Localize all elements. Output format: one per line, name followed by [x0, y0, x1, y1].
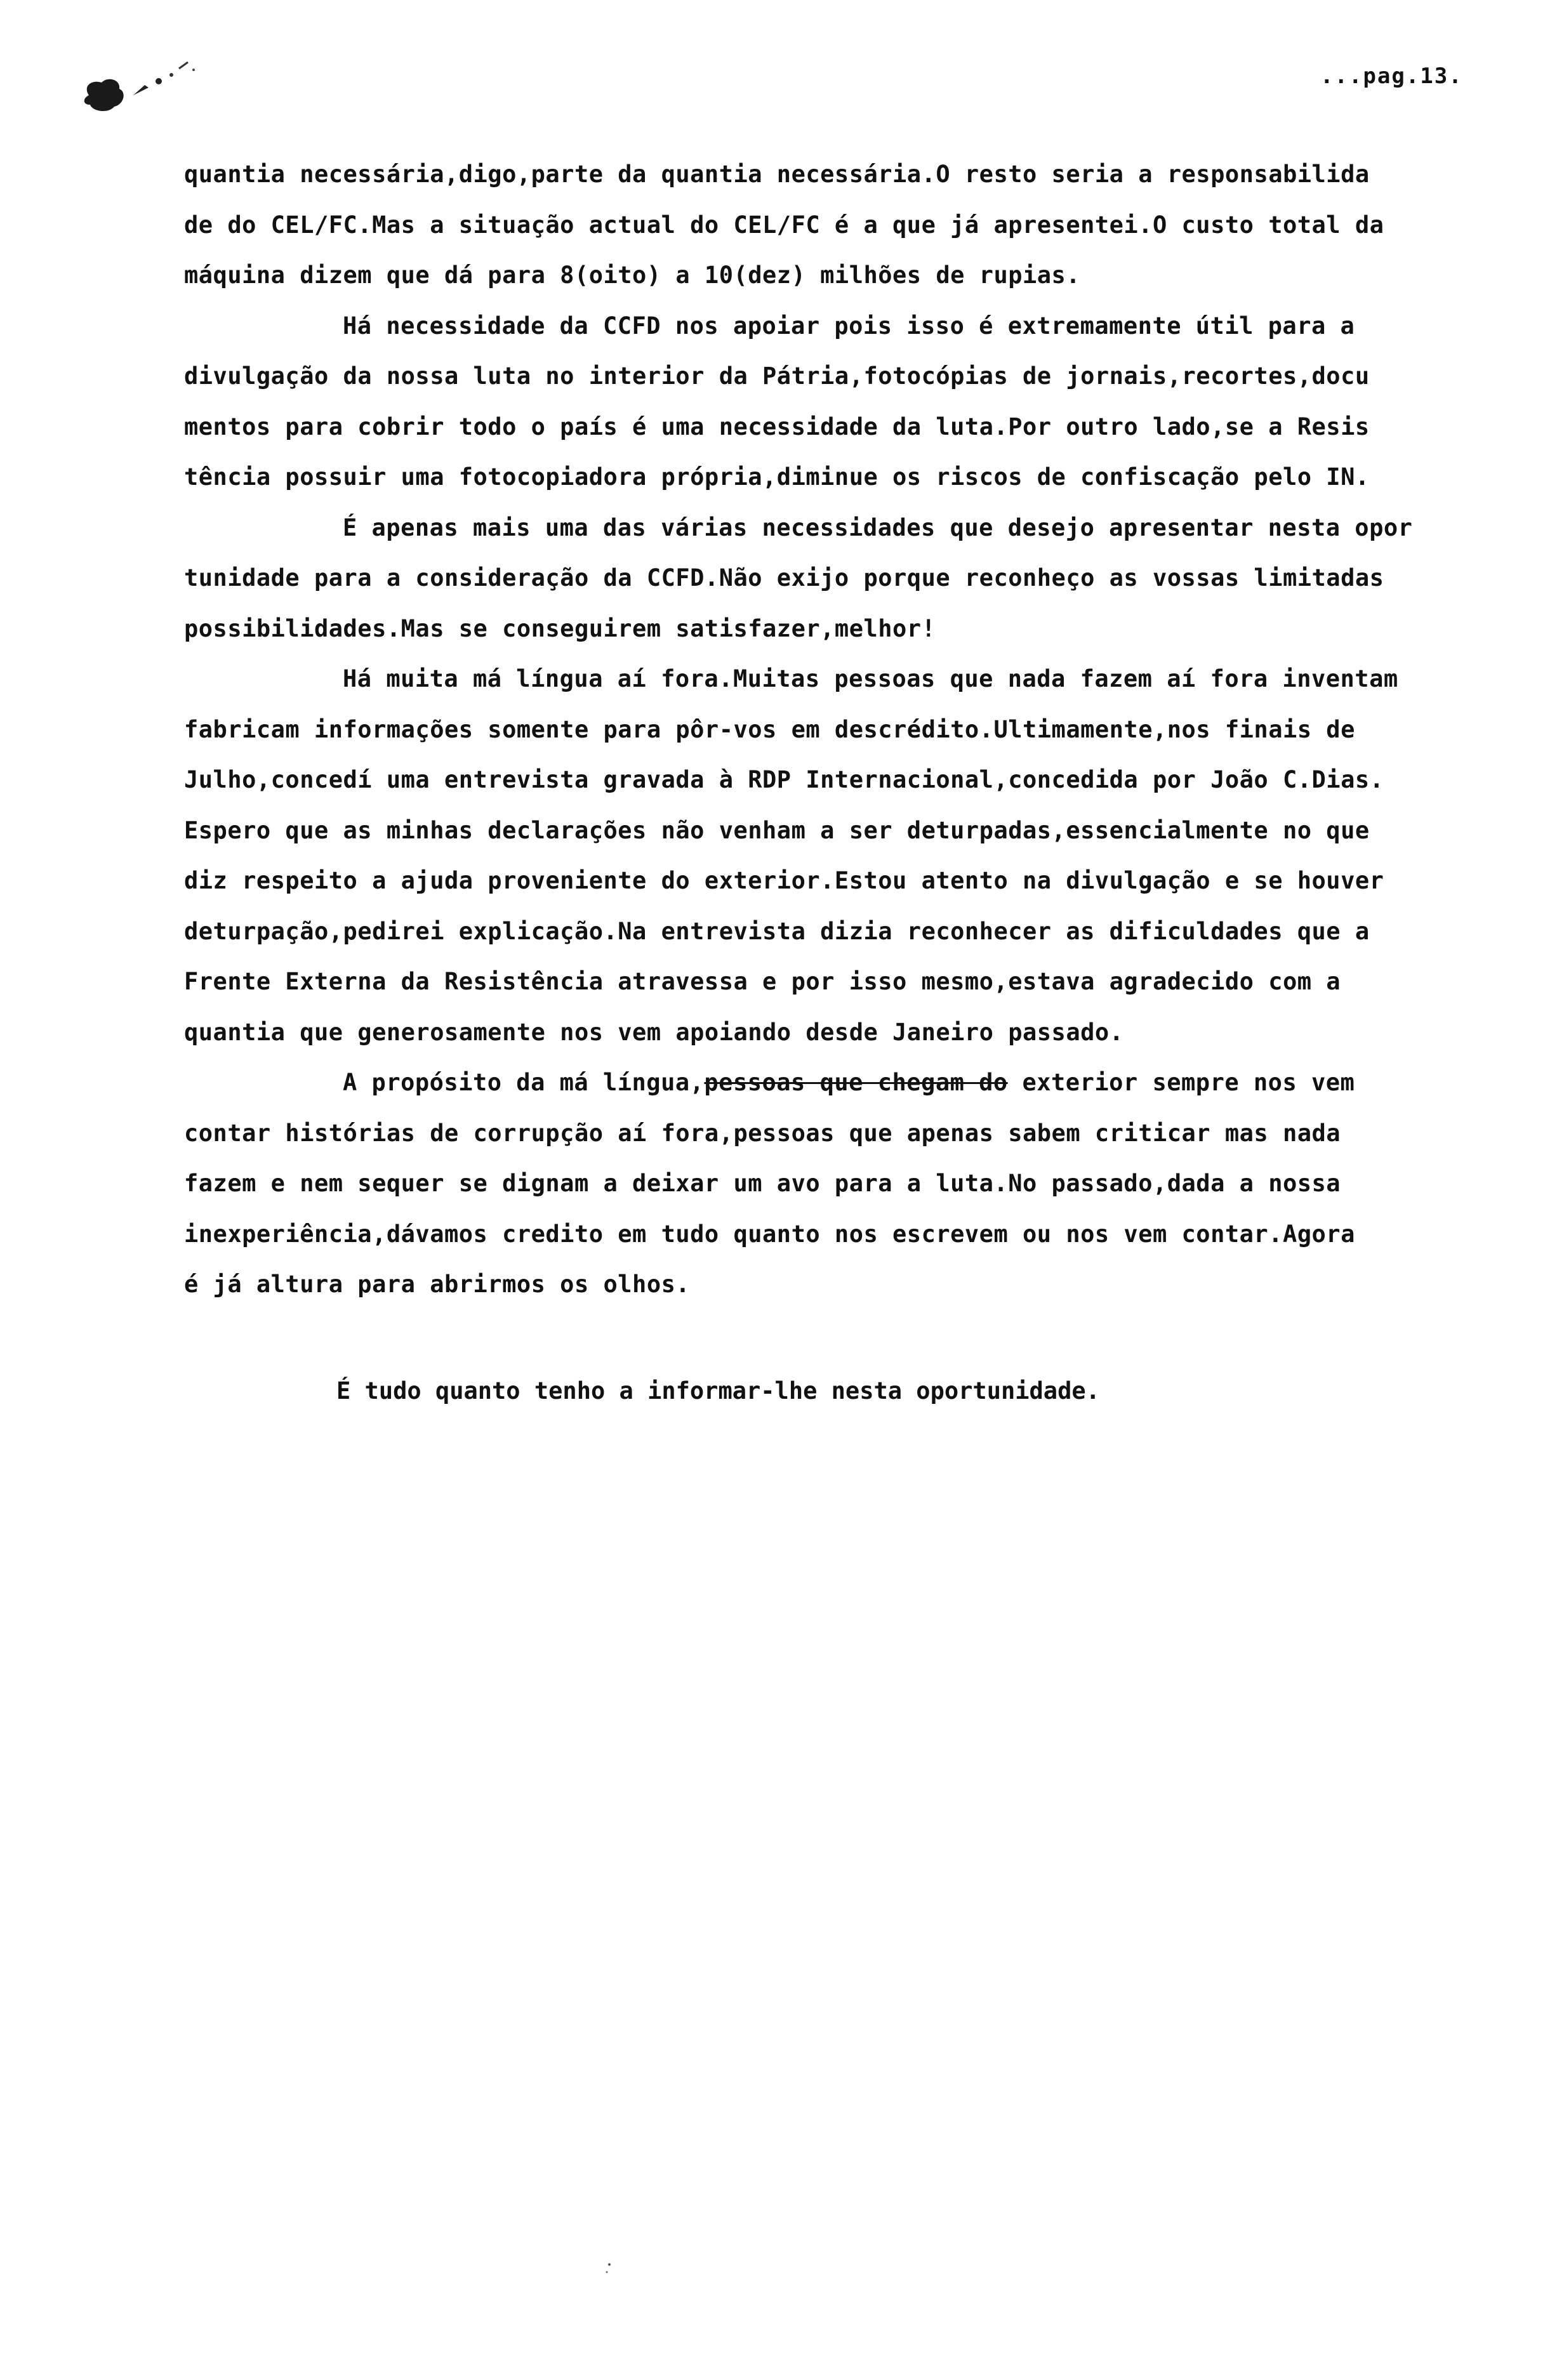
- text-line: Espero que as minhas declarações não venham a ser deturpadas,essencialmente no que: [184, 816, 1370, 844]
- letter-body: [184, 149, 1523, 1310]
- text-line: possibilidades.Mas se conseguirem satisfazer,melhor!: [184, 614, 936, 642]
- text-line: quantia que generosamente nos vem apoiando desde Janeiro passado.: [184, 1018, 1124, 1046]
- closing-line: É tudo quanto tenho a informar-lhe nesta oportunidade.: [336, 1377, 1100, 1405]
- text-line: quantia necessária,digo,parte da quantia necessária.O resto seria a responsabilida: [184, 161, 1370, 188]
- text-line: Frente Externa da Resistência atravessa e por isso mesmo,estava agradecido com a: [184, 968, 1341, 995]
- text-line: fazem e nem sequer se dignam a deixar um avo para a luta.No passado,dada a nossa: [184, 1170, 1341, 1197]
- text-line: mentos para cobrir todo o país é uma necessidade da luta.Por outro lado,se a Resis: [184, 413, 1370, 440]
- text-line: de do CEL/FC.Mas a situação actual do CEL/FC é a que já apresentei.O custo total da: [184, 211, 1384, 239]
- text-line: tência possuir uma fotocopiadora própria,diminue os riscos de confiscação pelo IN.: [184, 463, 1370, 491]
- struck-text: pessoas que chegam do: [704, 1069, 1008, 1096]
- text-line: Julho,concedí uma entrevista gravada à RDP Internacional,concedida por João C.Dias.: [184, 766, 1384, 793]
- text-line: [184, 1057, 1523, 1108]
- text-line: máquina dizem que dá para 8(oito) a 10(dez) milhões de rupias.: [184, 261, 1081, 289]
- text-line: Há muita má língua aí fora.Muitas pessoas que nada fazem aí fora inventam: [343, 665, 1398, 692]
- text-fragment: exterior sempre nos vem: [1007, 1069, 1355, 1096]
- text-line: inexperiência,dávamos credito em tudo quanto nos escrevem ou nos vem contar.Agora: [184, 1220, 1355, 1248]
- text-line: é já altura para abrirmos os olhos.: [184, 1271, 691, 1298]
- paper-speck: [603, 2259, 616, 2278]
- text-line: contar histórias de corrupção aí fora,pessoas que apenas sabem criticar mas nada: [184, 1119, 1341, 1147]
- text-line: divulgação da nossa luta no interior da Pátria,fotocópias de jornais,recortes,docu: [184, 362, 1370, 390]
- text-line: diz respeito a ajuda proveniente do exterior.Estou atento na divulgação e se houver: [184, 867, 1384, 894]
- page-number: ...pag.13.: [1320, 63, 1463, 89]
- text-line: tunidade para a consideração da CCFD.Não exijo porque reconheço as vossas limitadas: [184, 564, 1384, 592]
- text-fragment: A propósito da má língua,: [343, 1069, 705, 1096]
- text-line: deturpação,pedirei explicação.Na entrevista dizia reconhecer as dificuldades que a: [184, 917, 1370, 945]
- text-line: É apenas mais uma das várias necessidades que desejo apresentar nesta opor: [343, 513, 1413, 541]
- text-line: Há necessidade da CCFD nos apoiar pois isso é extremamente útil para a: [343, 312, 1355, 340]
- text-line: fabricam informações somente para pôr-vos em descrédito.Ultimamente,nos finais de: [184, 715, 1355, 743]
- ink-blot-mark: [63, 51, 209, 127]
